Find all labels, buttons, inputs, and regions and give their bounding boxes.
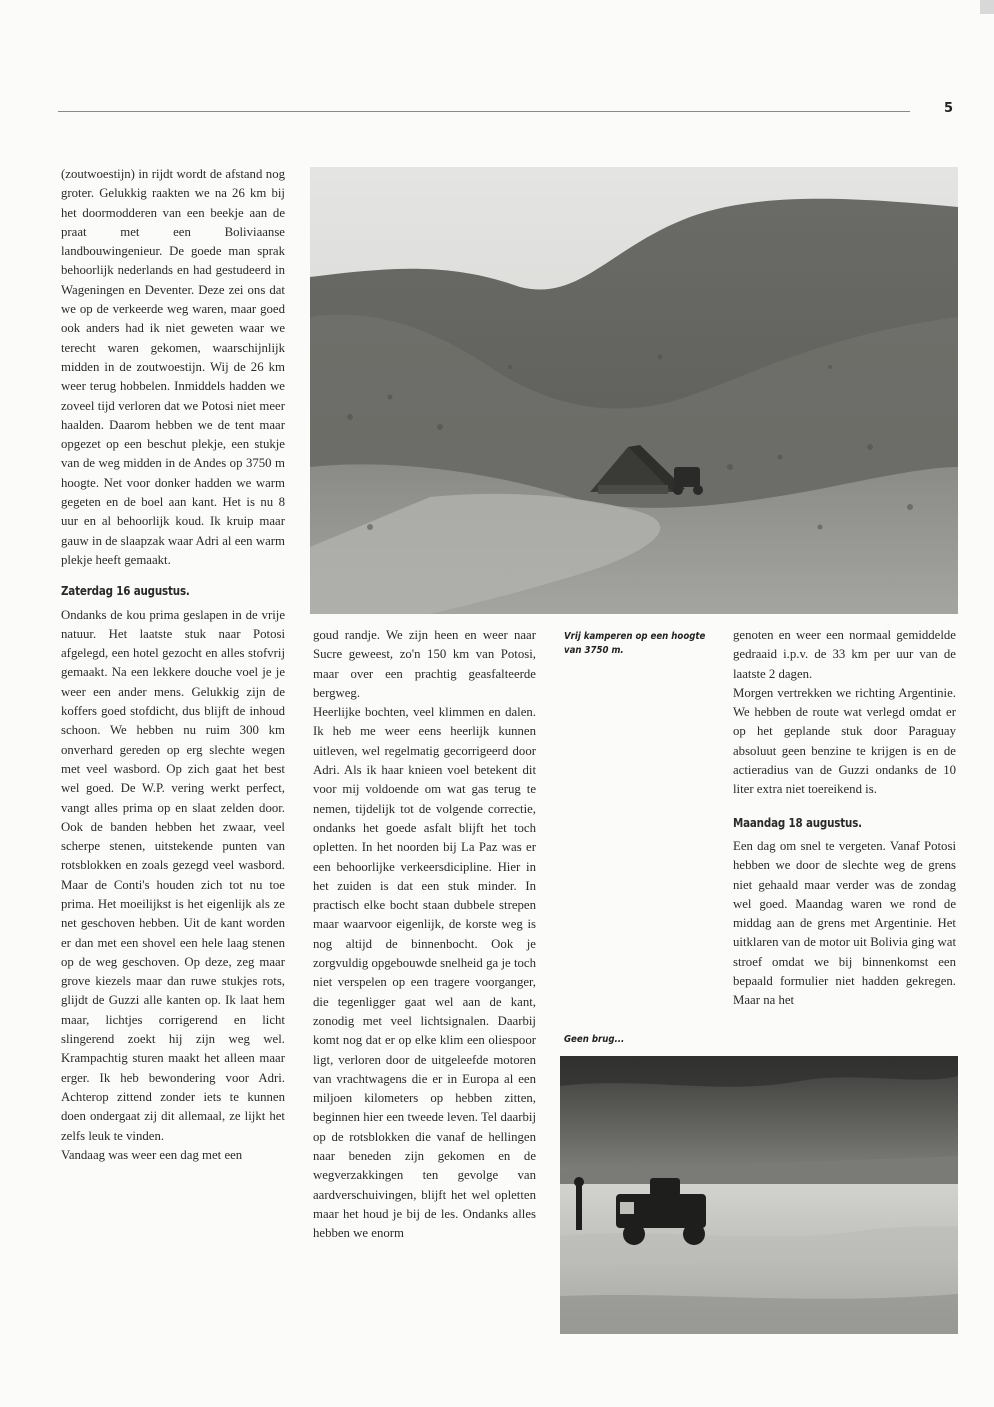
scan-corner-mark bbox=[980, 0, 994, 14]
paragraph: Een dag om snel te vergeten. Vanaf Potosi hebben we door de slechte weg de grens niet gehaald maar verder was de zondag wel goed. Maandag waren we rond de middag aan de grens met Argentinie. Het uitklaren van de motor uit Bolivia ging wat stroef omdat we bij binnenkomst een bepaald formulier niet hadden gekregen. Maar na het bbox=[733, 838, 956, 1008]
section-heading-maandag: Maandag 18 augustus. bbox=[733, 815, 862, 830]
page-number: 5 bbox=[944, 101, 954, 116]
paragraph: genoten en weer een normaal gemiddelde gedraaid i.p.v. de 33 km per uur van de laatste 2 dagen. bbox=[733, 628, 956, 681]
tent-on-mountain-slope-photo bbox=[310, 167, 958, 614]
motorcycle-on-riverbed-photo bbox=[560, 1056, 958, 1334]
text-column-3 bbox=[733, 626, 956, 1011]
text-column-2 bbox=[313, 626, 536, 1244]
paragraph: Ondanks de kou prima geslapen in de vrije natuur. Het laatste stuk naar Potosi afgelegd, een hotel gezocht en alles stofvrij gemaakt. Na een lekkere douche voel je je weer een ander mens. Gelukkig zijn de koffers goed stofdicht, dus blijft de inhoud schoon. We hebben nu ruim 300 km onverhard gereden op erg slechte wegen met veel wasbord. Op zich gaat het best wel goed. De W.P. vering werkt perfect, vangt alles prima op en slaat zelden door. Ook de banden hebben het zwaar, veel scherpe stenen, uitstekende punten van rotsblokken en zoals gezegd veel wasbord. Maar de Conti's houden zich tot nu toe prima. Het moeilijkst is het eigenlijk als ze net geschoven hebben. Uit de kant worden er dan met een shovel een hele laag stenen op de weg geschoven. Op deze, zeg maar grove kiezels maar dan ruwe stukjes rots, glijdt de Guzzi alle kanten op. Ik laat hem maar, lichtjes corrigerend en licht slingerend zoekt hij zijn weg wel. Krampachtig sturen maakt het alleen maar erger. Ik heb bewondering voor Adri. Achterop zittend zonder iets te kunnen doen ondergaat zij dit allemaal, ze lijkt het zelfs leuk te vinden. bbox=[61, 607, 285, 1143]
paragraph: Heerlijke bochten, veel klimmen en dalen. Ik heb me weer eens heerlijk kunnen uitleven, wel regelmatig gecorrigeerd door Adri. Als ik haar knieen voel betekent dit voor mij voldoende om wat gas terug te nemen, tijdelijk tot de volgende correctie, ondanks het goede asfalt blijft het toch opletten. In het noorden bij La Paz was er een behoorlijke verkeersdicipline. Hier in het zuiden is dat een stuk minder. In practisch elke bocht staan dubbele strepen maar waarvoor eigenlijk, de korste weg is nog altijd de binnenbocht. Ook je zorgvuldig opgebouwde snelheid ga je toch niet verspelen op een tragere voorganger, die tegenligger gaat wel aan de kant, zonodig met veel lichtsignalen. Daarbij komt nog dat er op elke klim een oliespoor ligt, verloren door de uitgeleefde motoren van vrachtwagens die er in Europa al een miljoen kilometers op hebben zitten, beginnen hier een tweede leven. Tel daarbij op de rotsblokken die vanaf de hellingen naar beneden zijn gekomen en de wegverzakkingen ten gevolge van aardverschuivingen, blijft het wel opletten maar het houd je bij de les. Ondanks alles hebben we enorm bbox=[313, 705, 536, 1241]
paragraph: goud randje. We zijn heen en weer naar Sucre geweest, zo'n 150 km van Potosi, maar over een prachtig geasfalteerde bergweg. bbox=[313, 628, 536, 700]
header-rule bbox=[58, 111, 910, 112]
text-column-1 bbox=[61, 165, 285, 1165]
paragraph: Vandaag was weer een dag met een bbox=[61, 1147, 243, 1162]
photo-caption-camping: Vrij kamperen op een hoogte van 3750 m. bbox=[564, 631, 706, 656]
section-heading-zaterdag: Zaterdag 16 augustus. bbox=[61, 584, 190, 599]
paragraph: Morgen vertrekken we richting Argentinie. We hebben de route wat verlegd omdat er op het geplande stuk door Paraguay absoluut geen benzine te krijgen is en de actieradius van de Guzzi ondanks de 10 liter extra niet toereikend is. bbox=[733, 685, 956, 797]
photo-caption-bridge: Geen brug... bbox=[564, 1034, 625, 1045]
paragraph: (zoutwoestijn) in rijdt wordt de afstand nog groter. Gelukkig raakten we na 26 km bij het doormodderen van een beekje aan de praat met een Boliviaanse landbouwingenieur. De goede man sprak behoorlijk nederlands en had gestudeerd in Wageningen en Deventer. Deze zei ons dat we op de verkeerde weg waren, maar goed ook anders had ik niet geweten waar we terecht waren gekomen, waarschijnlijk midden in de zoutwoestijn. Wij de 26 km weer terug hobbelen. Inmiddels hadden we zoveel tijd verloren dat we Potosi niet meer haalden. Daarom hebben we de tent maar opgezet op een beschut plekje, een stukje van de weg midden in de Andes op 3750 m hoogte. Net voor donker hadden we warm gegeten en de boel aan kant. Het is nu 8 uur en al behoorlijk koud. Ik kruip maar gauw in de slaapzak waar Adri al een warm plekje heeft gemaakt. bbox=[61, 167, 285, 567]
